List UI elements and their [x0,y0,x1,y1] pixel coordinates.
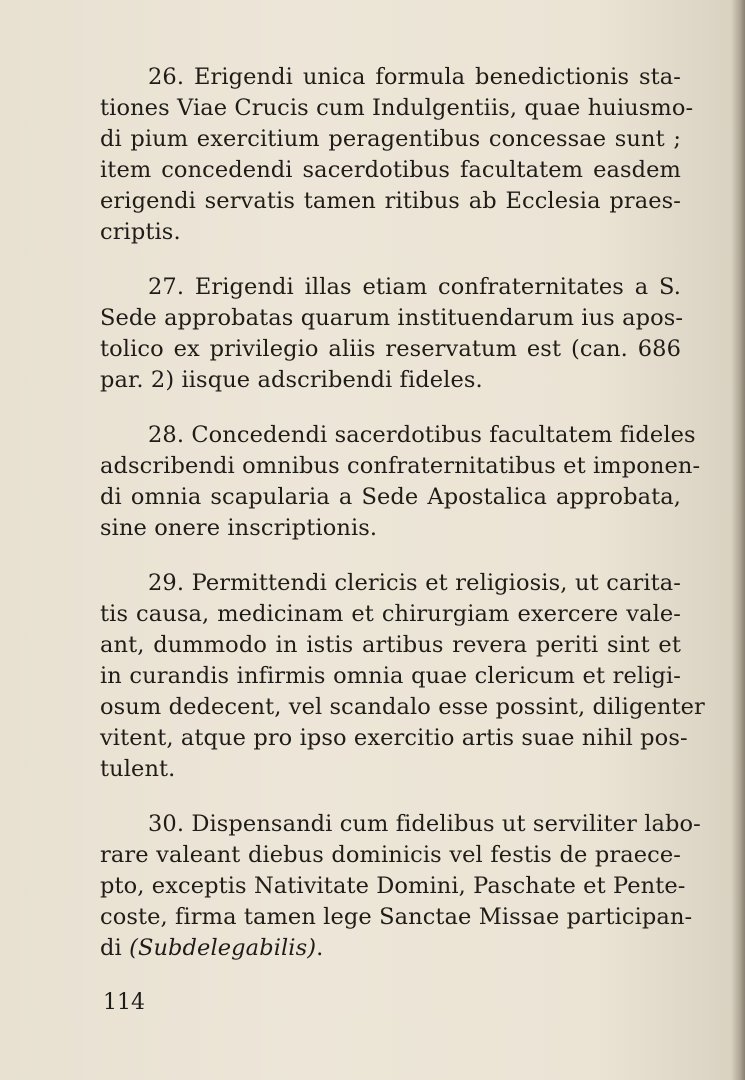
paragraph-26 [100,62,694,248]
paragraph-28 [100,420,701,544]
paragraph-30 [100,809,701,964]
text-line: di omnia scapularia a Sede Apostalica approbata, [100,484,681,510]
text-line: 30. Dispensandi cum fidelibus ut serviliter labo- [148,811,701,837]
text-line: tiones Viae Crucis cum Indulgentiis, quae huiusmo- [100,95,694,121]
text-line: 28. Concedendi sacerdotibus facultatem fideles [148,422,696,448]
text-line: par. 2) iisque adscribendi fideles. [100,367,483,393]
text-line: tis causa, medicinam et chirurgiam exercere vale- [100,601,681,627]
text-line: rare valeant diebus dominicis vel festis de praece- [100,842,681,868]
text-line: 26. Erigendi unica formula benedictionis sta- [148,64,681,90]
text-line: item concedendi sacerdotibus facultatem easdem [100,157,681,183]
text-line: tulent. [100,756,176,782]
text-line: tolico ex privilegio aliis reservatum est (can. 686 [100,336,681,362]
text-line: criptis. [100,219,181,245]
text-line: vitent, atque pro ipso exercitio artis suae nihil pos- [100,725,688,751]
text-line: ant, dummodo in istis artibus revera periti sint et [100,632,681,658]
final-suffix: . [316,935,324,961]
text-line: 27. Erigendi illas etiam confraternitates a S. [148,274,681,300]
subdelegabilis-note: (Subdelegabilis) [129,935,317,961]
text-line: pto, exceptis Nativitate Domini, Paschate et Pente- [100,873,686,899]
final-prefix: di [100,935,130,961]
text-line: in curandis infirmis omnia quae clericum et religi- [100,663,681,689]
text-line: adscribendi omnibus confraternitatibus et imponen- [100,453,701,479]
text-line: sine onere inscriptionis. [100,515,378,541]
text-line: 29. Permittendi clericis et religiosis, ut carita- [148,570,681,596]
page-body [100,62,705,988]
paragraph-29 [100,568,705,785]
text-line: di pium exercitium peragentibus concessae sunt ; [100,126,681,152]
paragraph-27 [100,272,684,396]
page-edge-shadow [731,0,745,1080]
text-line: erigendi servatis tamen ritibus ab Ecclesia praes- [100,188,681,214]
text-line-final [100,933,681,964]
text-line: Sede approbatas quarum instituendarum ius apos- [100,305,684,331]
page-number: 114 [103,990,145,1015]
text-line: osum dedecent, vel scandalo esse possint, diligenter [100,694,705,720]
text-line: coste, firma tamen lege Sanctae Missae participan- [100,904,693,930]
